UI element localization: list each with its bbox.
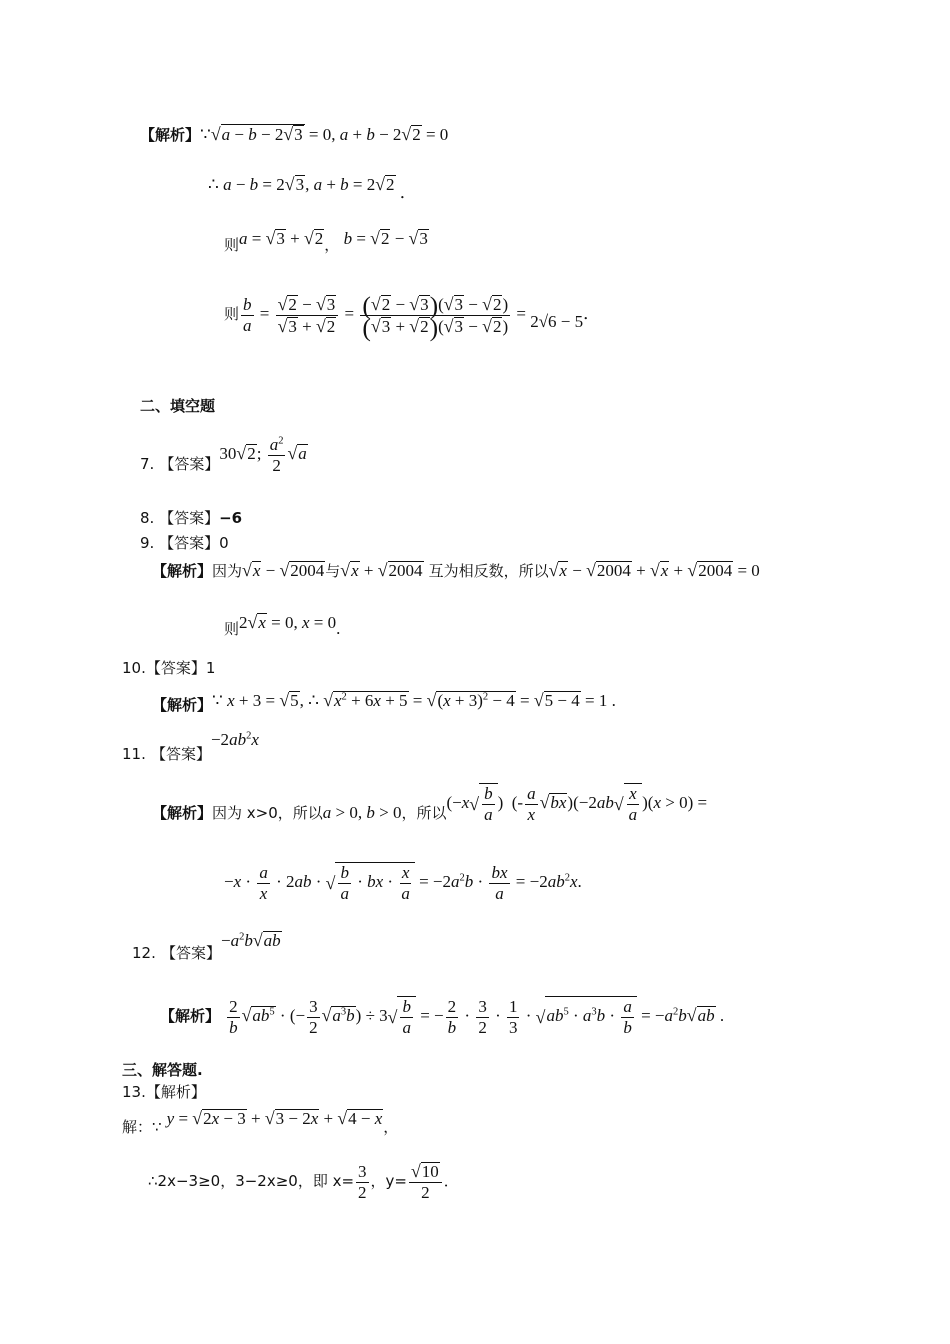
prev-solution-line-1 — [140, 124, 448, 145]
q10-solution: 【解析】∵ x + 3 = √5, ∴ $√x^2 + 6x + 5 = √(x + 3)^2 - 4 = √5 - 4 = 1$ . — [152, 690, 616, 714]
math-expr: ∵√a − b − 2√3 = 0, a + b − 2√2 = 0 — [200, 124, 449, 144]
solution-label: 【解析】 — [152, 804, 213, 822]
solution-label: 【解析】 — [152, 696, 213, 714]
q9-answer — [140, 533, 229, 553]
q10-answer-value: 1 — [205, 659, 216, 677]
q11-solution-line-1: 【解析】因为 x>0，所以a > 0, b > 0，所以(−x√ $\frac{b}{a}$ ) (- $\frac{a}{x}$ √bx)(−2ab√ $\frac{x}{a}$ )(x > 0) = — [152, 784, 708, 824]
answer-tag: 【答案】 — [160, 944, 221, 962]
q11-number: 11. — [122, 745, 146, 763]
q13-line-1: 解：∵ y = √2x − 3 + √3 − 2x + √4 − x， — [122, 1108, 399, 1136]
prev-solution-line-3: 则a = √3 + √2， b = √2 − √3 — [224, 228, 428, 254]
q10-number: 10. — [122, 659, 146, 677]
q13-label: 13.【解析】 — [122, 1083, 206, 1101]
answer-tag: 【答案】 — [150, 745, 211, 763]
q7-answer: 7. 【答案】30√2; $\frac{a^2}{2}$ √a — [140, 435, 307, 475]
section-title-fill-blank: 二、填空题 — [140, 397, 216, 415]
q9-solution-line-2: 则2√x = 0, x = 0. — [224, 612, 341, 638]
q9-number: 9. — [140, 534, 155, 552]
q12-answer: 12. 【答案】$-a^2b√ab$ — [132, 930, 281, 962]
answer-tag: 【答案】 — [159, 534, 220, 552]
answer-tag: 【答案】 — [159, 455, 220, 473]
prev-result: 2√6 − 5 — [530, 312, 584, 331]
prev-solution-line-2: ∴ a − b = 2√3, a + b = 2√2 ． — [208, 174, 417, 202]
answer-tag: 【答案】 — [159, 509, 220, 527]
solution-label: 【解析】 — [152, 562, 213, 580]
q11-solution-line-2: −x · $\frac{a}{x}$ · 2ab · √ $\frac{b}{a}$ · bx · $\frac{x}{a}$ = $-2a^2b$ · $\frac{bx}{a}$ = $-2ab^2x$. — [224, 863, 582, 903]
q7-number: 7. — [140, 455, 155, 473]
q10-answer — [122, 658, 215, 678]
q9-answer-value: 0 — [219, 534, 229, 552]
prev-solution-line-4: 则 $\frac{b}{a}$ = $\frac{√2 - √3}{√3 + √2}$ = $\frac{(√2 - √3)(√3 - √2)}{(√3 + √2)(√3 - √2)}$ = 2√6 − 5． — [224, 291, 601, 342]
q8-answer — [140, 508, 242, 528]
q9-solution-line-1: 【解析】因为√x − √2004与√x + √2004 互为相反数，所以√x − √2004 + √x + √2004 = 0 — [152, 560, 760, 580]
q11-answer: 11. 【答案】$-2ab^2x$ — [122, 730, 259, 763]
q13-line-2: ∴2x−3≥0，3−2x≥0，即 x= $\frac{3}{2}$ ，y= $\frac{√10}{2}$ ． — [148, 1161, 459, 1203]
solution-label: 【解析】 — [160, 1007, 221, 1025]
q8-answer-value: −6 — [219, 509, 243, 527]
q12-number: 12. — [132, 944, 156, 962]
solution-label: 【解析】 — [140, 126, 201, 144]
answer-tag: 【答案】 — [145, 659, 206, 677]
q8-number: 8. — [140, 509, 155, 527]
section-title-solve: 三、解答题. — [122, 1061, 203, 1079]
q12-solution: 【解析】 $\frac{2}{b}$ $√ab^5$ · (− $\frac{3}{2}$ $√a^3b) \div 3√$ $\frac{b}{a}$ = − $\frac{2}{b}$ · $\frac{3}{2}$ · $\frac{1}{3}$ · $√ab^5 \cdot a^3b$ · $\frac{a}{b}$ = $-a^2b√ab$ . — [160, 997, 725, 1037]
